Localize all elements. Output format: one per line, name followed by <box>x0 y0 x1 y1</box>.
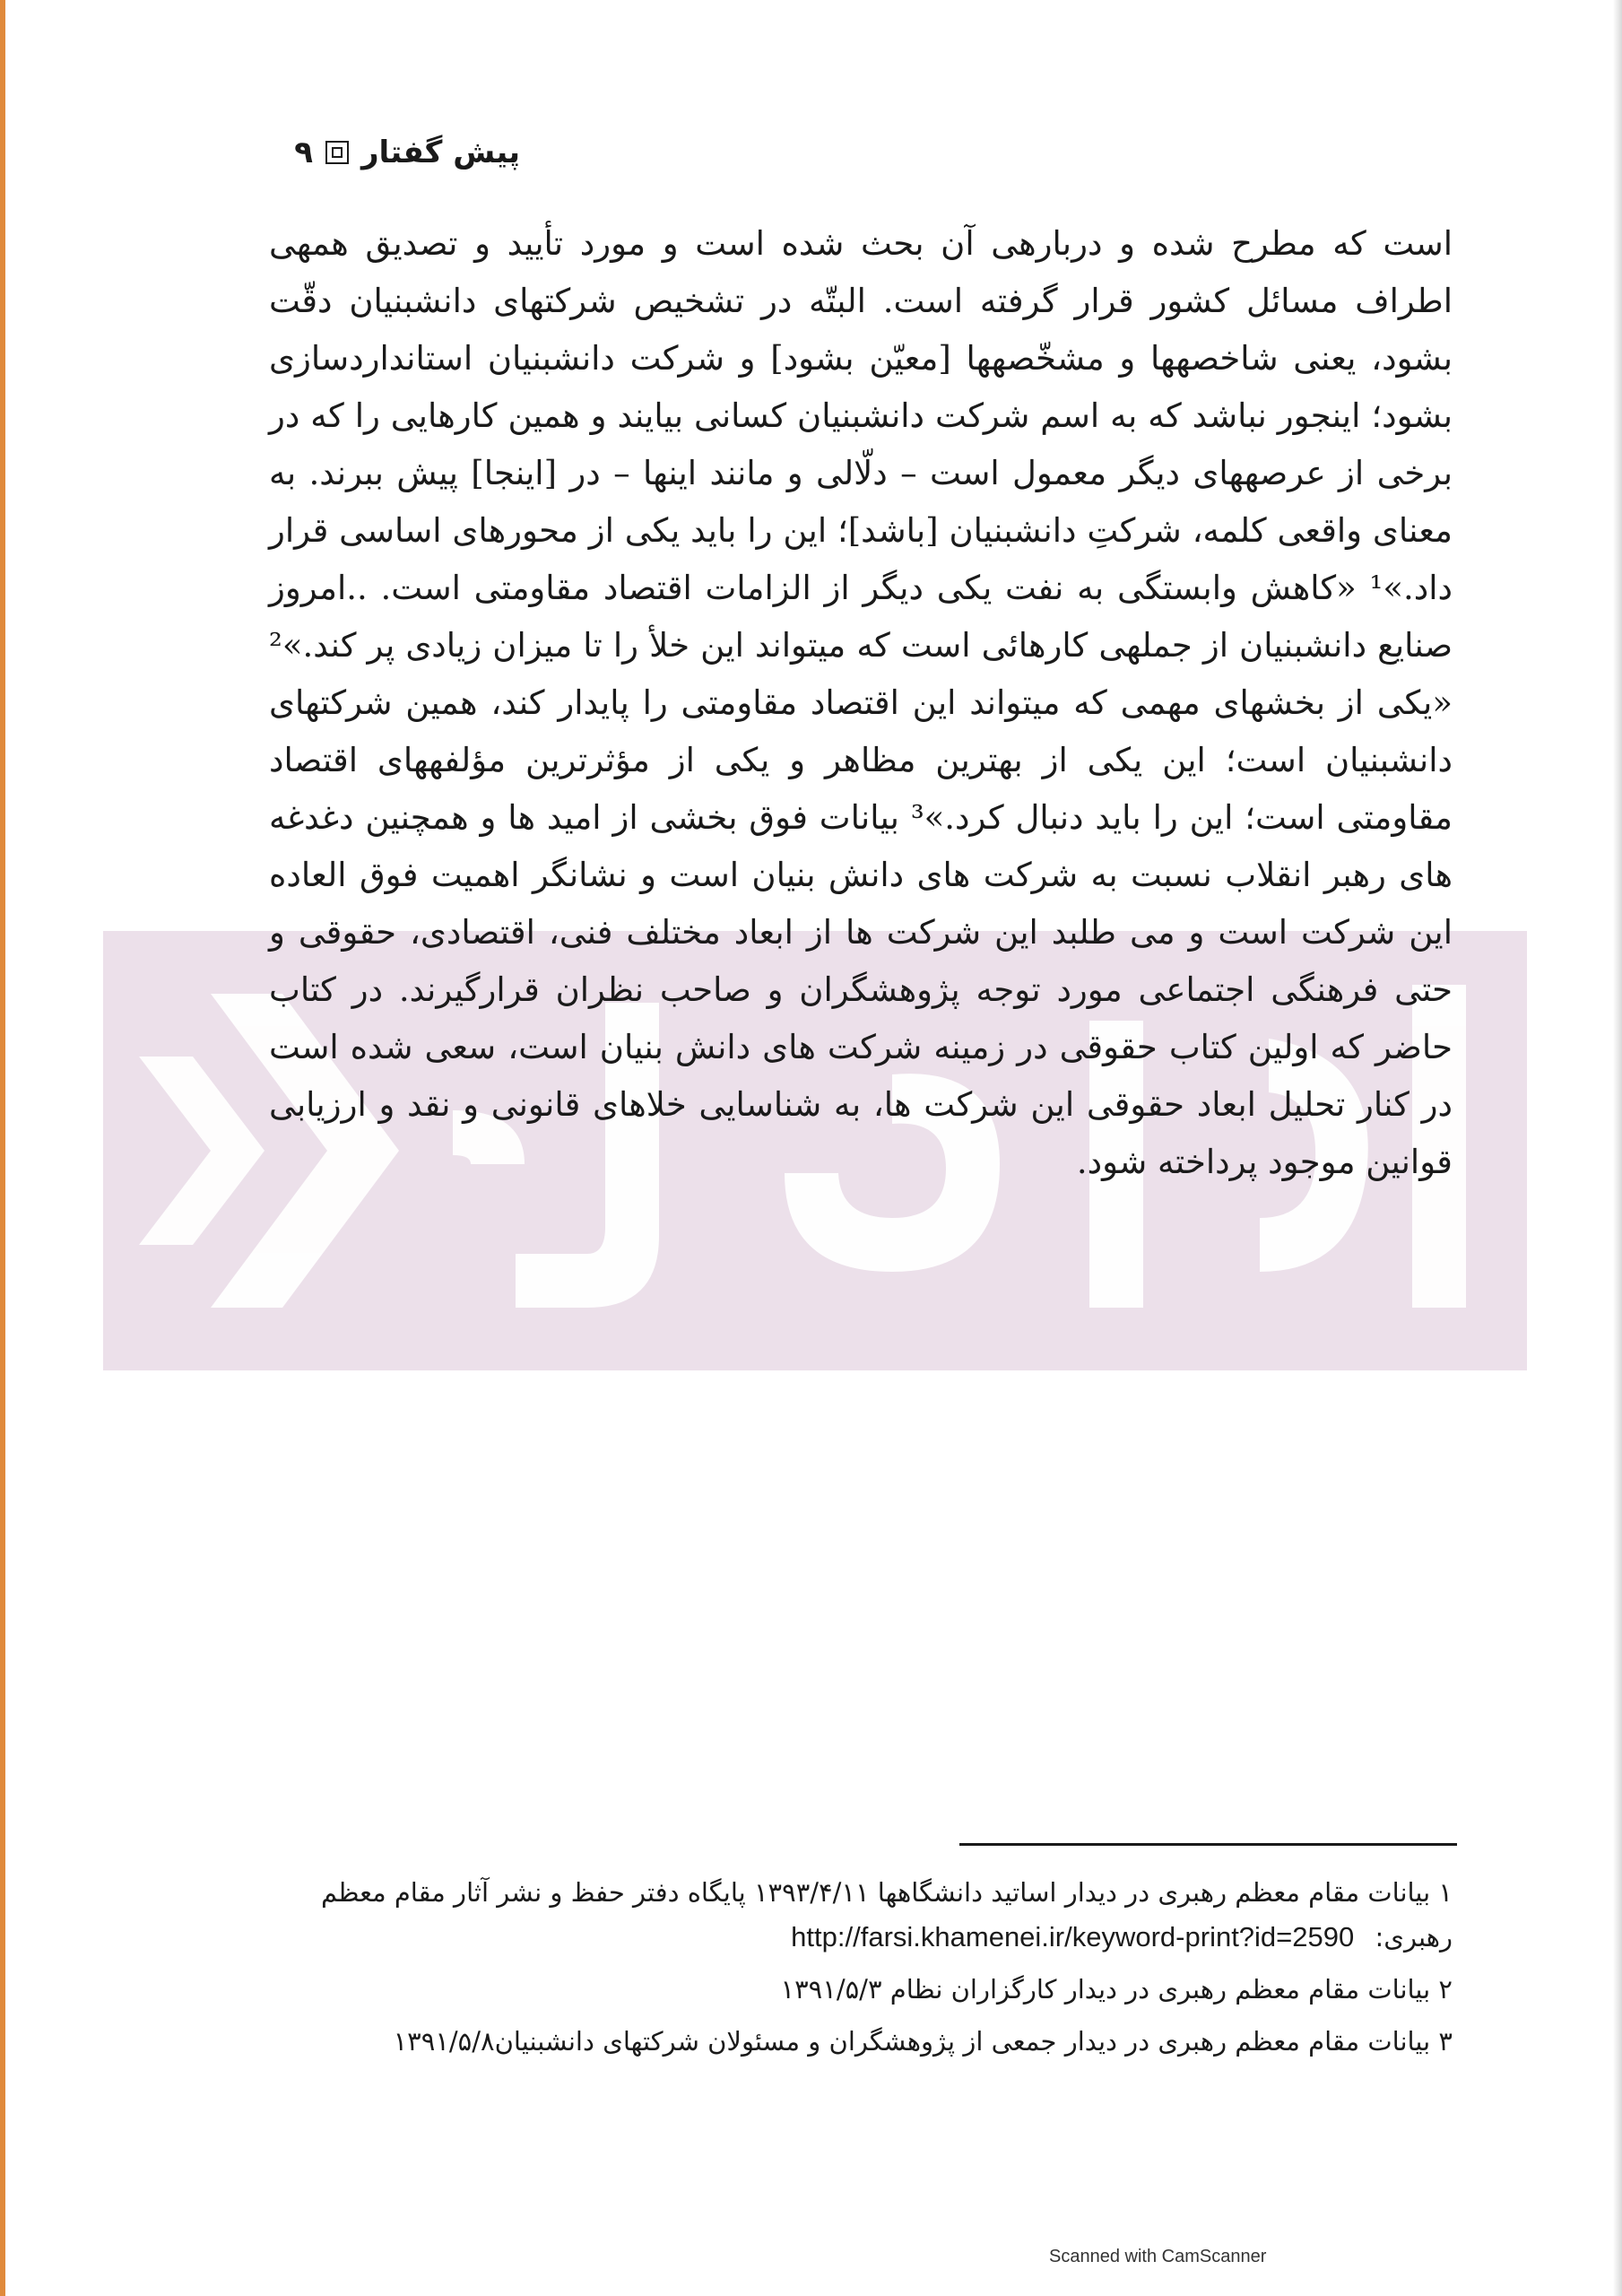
footnote-1-text: ۱ بیانات مقام معظم رهبری در دیدار اساتید دانشگاهها ۱۳۹۳/۴/۱۱ پایگاه دفتر حفظ و نشر آثار مقام معظم رهبری: <box>321 1877 1453 1952</box>
scan-edge-left <box>0 0 5 2296</box>
header-title: پیش گفتار <box>360 135 520 170</box>
footnote-1 <box>269 1870 1453 1960</box>
body-paragraph: است که مطرح شده و دربارهی آن بحث شده است و مورد تأیید و تصدیق همهی اطراف مسائل کشور قرار گرفته است. البتّه در تشخیص شرکتهای دانشبنیان دقّت بشود، یعنی شاخصهها و مشخّصهها [معیّن بشود] و شرکت دانشبنیان استانداردسازی بشود؛ اینجور نباشد که به اسم شرکت دانشبنیان کسانی بیایند و همین کارهایی را که در برخی از عرصههای دیگر معمول است – دلّالی و مانند اینها – در [اینجا] پیش ببرند. به معنای واقعی کلمه، شرکتِ دانشبنیان [باشد]؛ این را باید یکی از محورهای اساسی قرار داد.»¹ «کاهش وابستگی به نفت یکی دیگر از الزامات اقتصاد مقاومتی است. ..امروز صنایع دانشبنیان از جملهی کارهائی است که میتواند این خلأ را تا میزان زیادی پر کند.»² «یکی از بخشهای مهمی که میتواند این اقتصاد مقاومتی را پایدار کند، همین شرکتهای دانشبنیان است؛ این یکی از بهترین مظاهر و یکی از مؤثرترین مؤلفههای اقتصاد مقاومتی است؛ این را باید دنبال کرد.»³ بیانات فوق بخشی از امید ها و همچنین دغدغه های رهبر انقلاب نسبت به شرکت های دانش بنیان است و نشانگر اهمیت فوق العاده این شرکت است و می طلبد این شرکت ها از ابعاد مختلف فنی، اقتصادی، حقوقی و حتی فرهنگی اجتماعی مورد توجه پژوهشگران و صاحب نظران قرارگیرند. در کتاب حاضر که اولین کتاب حقوقی در زمینه شرکت های دانش بنیان است، سعی شده است در کنار تحلیل ابعاد حقوقی این شرکت ها، به شناسایی خلاهای قانونی و نقد و ارزیابی قوانین موجود پرداخته شود. <box>269 224 1453 1181</box>
body-text <box>269 215 1453 1191</box>
scanner-label: Scanned with CamScanner <box>1049 2247 1267 2266</box>
footnote-3 <box>269 2019 1453 2064</box>
page-header <box>269 126 520 179</box>
square-ornament-icon <box>325 141 349 164</box>
scan-edge-right <box>1613 0 1622 2296</box>
watermark-chevron-2 <box>139 1057 265 1245</box>
footnote-separator <box>959 1843 1457 1846</box>
footnote-2-text: ۲ بیانات مقام معظم رهبری در دیدار کارگزاران نظام ۱۳۹۱/۵/۳ <box>780 1974 1453 2005</box>
footnote-1-link[interactable]: http://farsi.khamenei.ir/keyword-print?id=2590 <box>791 1921 1355 1952</box>
footnote-2 <box>269 1967 1453 2012</box>
page-number: ۹ <box>294 135 313 170</box>
footnotes <box>269 1870 1453 2071</box>
footnote-3-text: ۳ بیانات مقام معظم رهبری در دیدار جمعی از پژوهشگران و مسئولان شرکتهای دانشبنیان۱۳۹۱/۵/۸ <box>393 2026 1453 2057</box>
